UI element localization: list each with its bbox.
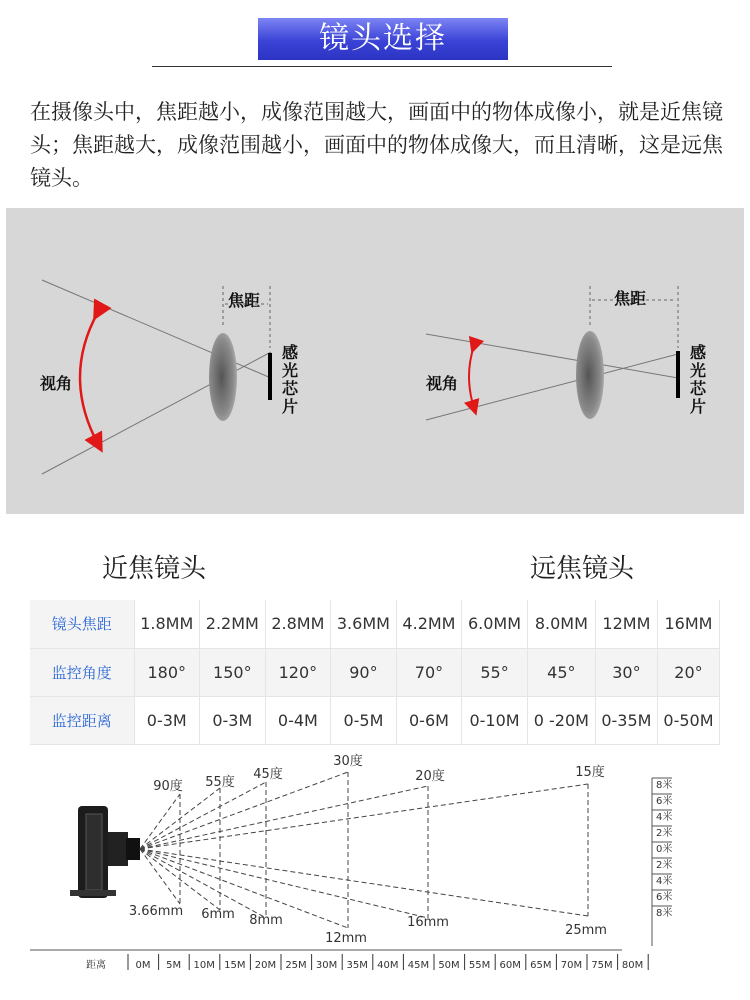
table-cell: 8.0MM bbox=[527, 600, 595, 648]
distance-label: 0M bbox=[135, 960, 151, 971]
far-sensor-char-4: 片 bbox=[690, 397, 707, 416]
table-cell: 0-3M bbox=[200, 696, 266, 744]
focal-length-label: 3.66mm bbox=[128, 904, 184, 919]
table-cell: 90° bbox=[331, 648, 397, 696]
table-cell: 4.2MM bbox=[396, 600, 462, 648]
distance-label: 30M bbox=[315, 960, 338, 971]
intro-paragraph: 在摄像头中，焦距越小，成像范围越大，画面中的物体成像小，就是近焦镜头；焦距越大，成像范围越小，画面中的物体成像大，而且清晰，这是远焦镜头。 bbox=[30, 100, 723, 190]
fov-distance-chart bbox=[0, 748, 750, 1000]
fov-angle-label: 15度 bbox=[575, 765, 605, 780]
far-lens-icon bbox=[576, 331, 604, 419]
fov-angle-label: 55度 bbox=[205, 775, 235, 790]
table-row bbox=[30, 600, 720, 648]
far-sensor-char-3: 芯 bbox=[690, 379, 707, 398]
focal-length-label: 25mm bbox=[565, 923, 607, 938]
table-cell: 1.8MM bbox=[134, 600, 200, 648]
table-cell: 0-6M bbox=[396, 696, 462, 744]
near-sensor-char-1: 感 bbox=[282, 343, 299, 362]
table-row bbox=[30, 696, 720, 744]
distance-label: 60M bbox=[499, 960, 521, 971]
fov-angle-label: 45度 bbox=[253, 767, 283, 782]
focal-length-label: 16mm bbox=[407, 915, 449, 930]
scale-label: 6米 bbox=[656, 796, 673, 807]
table-cell: 12MM bbox=[595, 600, 657, 648]
distance-label: 25M bbox=[285, 960, 307, 971]
table-cell: 30° bbox=[595, 648, 657, 696]
near-fov-arc bbox=[80, 312, 98, 444]
fov-diagram-svg bbox=[6, 208, 744, 514]
distance-label: 45M bbox=[407, 960, 430, 971]
distance-axis-title: 距离 bbox=[86, 960, 106, 971]
fov-angle-label: 20度 bbox=[415, 769, 445, 784]
row-header: 镜头焦距 bbox=[30, 600, 134, 648]
title-section bbox=[0, 0, 750, 70]
table-cell: 0-35M bbox=[595, 696, 657, 744]
distance-label: 75M bbox=[591, 960, 613, 971]
fov-angle-label: 90度 bbox=[153, 779, 183, 794]
near-focal-label: 焦距 bbox=[228, 291, 261, 310]
distance-label: 50M bbox=[438, 960, 460, 971]
fov-ray-upper bbox=[140, 784, 588, 849]
row-header: 监控角度 bbox=[30, 648, 134, 696]
camera-lens-mount-icon bbox=[108, 832, 128, 866]
distance-label: 70M bbox=[560, 960, 583, 971]
table-cell: 3.6MM bbox=[331, 600, 397, 648]
table-cell: 45° bbox=[527, 648, 595, 696]
table-cell: 2.2MM bbox=[200, 600, 266, 648]
scale-label: 2米 bbox=[656, 828, 673, 839]
fov-diagram bbox=[6, 208, 744, 514]
table-cell: 150° bbox=[200, 648, 266, 696]
row-header: 监控距离 bbox=[30, 696, 134, 744]
camera-board-icon bbox=[86, 814, 102, 890]
table-cell: 6.0MM bbox=[462, 600, 528, 648]
table-cell: 55° bbox=[462, 648, 528, 696]
scale-label: 4米 bbox=[656, 876, 673, 887]
near-lens-diagram bbox=[39, 280, 299, 474]
table-cell: 16MM bbox=[657, 600, 719, 648]
near-lens-icon bbox=[209, 333, 237, 421]
page-title: 镜头选择 bbox=[258, 18, 508, 60]
fov-ray-lower bbox=[140, 849, 428, 918]
table-cell: 0-3M bbox=[134, 696, 200, 744]
distance-label: 80M bbox=[621, 960, 644, 971]
scale-label: 6米 bbox=[656, 892, 673, 903]
far-focal-label: 焦距 bbox=[614, 289, 647, 308]
distance-label: 20M bbox=[254, 960, 277, 971]
near-fov-label: 视角 bbox=[40, 374, 73, 393]
table-cell: 0 -20M bbox=[527, 696, 595, 744]
distance-label: 35M bbox=[346, 960, 368, 971]
table-cell: 20° bbox=[657, 648, 719, 696]
fov-angle-label: 30度 bbox=[333, 754, 363, 769]
far-lens-diagram bbox=[425, 286, 707, 420]
table-cell: 0-50M bbox=[657, 696, 719, 744]
title-underline bbox=[152, 66, 612, 67]
focal-length-label: 8mm bbox=[249, 913, 283, 928]
scale-label: 4米 bbox=[656, 812, 673, 823]
scale-label: 8米 bbox=[656, 780, 673, 791]
distance-label: 15M bbox=[224, 960, 246, 971]
fov-ray-upper bbox=[140, 794, 180, 849]
focal-length-label: 12mm bbox=[325, 931, 367, 946]
camera-lens-icon bbox=[126, 838, 140, 860]
distance-label: 65M bbox=[530, 960, 552, 971]
near-sensor-char-2: 光 bbox=[282, 361, 299, 380]
table-cell: 0-5M bbox=[331, 696, 397, 744]
near-focus-heading: 近焦镜头 bbox=[102, 554, 207, 584]
fov-ray-lower bbox=[140, 849, 588, 916]
scale-label: 8米 bbox=[656, 908, 673, 919]
table-cell: 120° bbox=[265, 648, 331, 696]
distance-label: 55M bbox=[468, 960, 491, 971]
near-sensor-char-4: 片 bbox=[282, 397, 299, 416]
table-cell: 2.8MM bbox=[265, 600, 331, 648]
table-cell: 0-10M bbox=[462, 696, 528, 744]
distance-label: 5M bbox=[166, 960, 182, 971]
far-fov-label: 视角 bbox=[426, 374, 459, 393]
scale-label: 2米 bbox=[656, 860, 673, 871]
far-sensor-char-2: 光 bbox=[690, 361, 707, 380]
far-fov-arc bbox=[469, 346, 474, 408]
scale-label: 0米 bbox=[656, 844, 673, 855]
table-cell: 0-4M bbox=[265, 696, 331, 744]
near-sensor-char-3: 芯 bbox=[282, 379, 299, 398]
table-cell: 70° bbox=[396, 648, 462, 696]
distance-label: 40M bbox=[377, 960, 399, 971]
distance-label: 10M bbox=[193, 960, 215, 971]
far-focus-heading: 远焦镜头 bbox=[530, 554, 635, 584]
lens-spec-table bbox=[30, 600, 720, 745]
table-row bbox=[30, 648, 720, 696]
table-cell: 180° bbox=[134, 648, 200, 696]
far-sensor-char-1: 感 bbox=[690, 343, 707, 362]
focal-length-label: 6mm bbox=[201, 907, 235, 922]
camera-base-icon bbox=[70, 890, 116, 896]
